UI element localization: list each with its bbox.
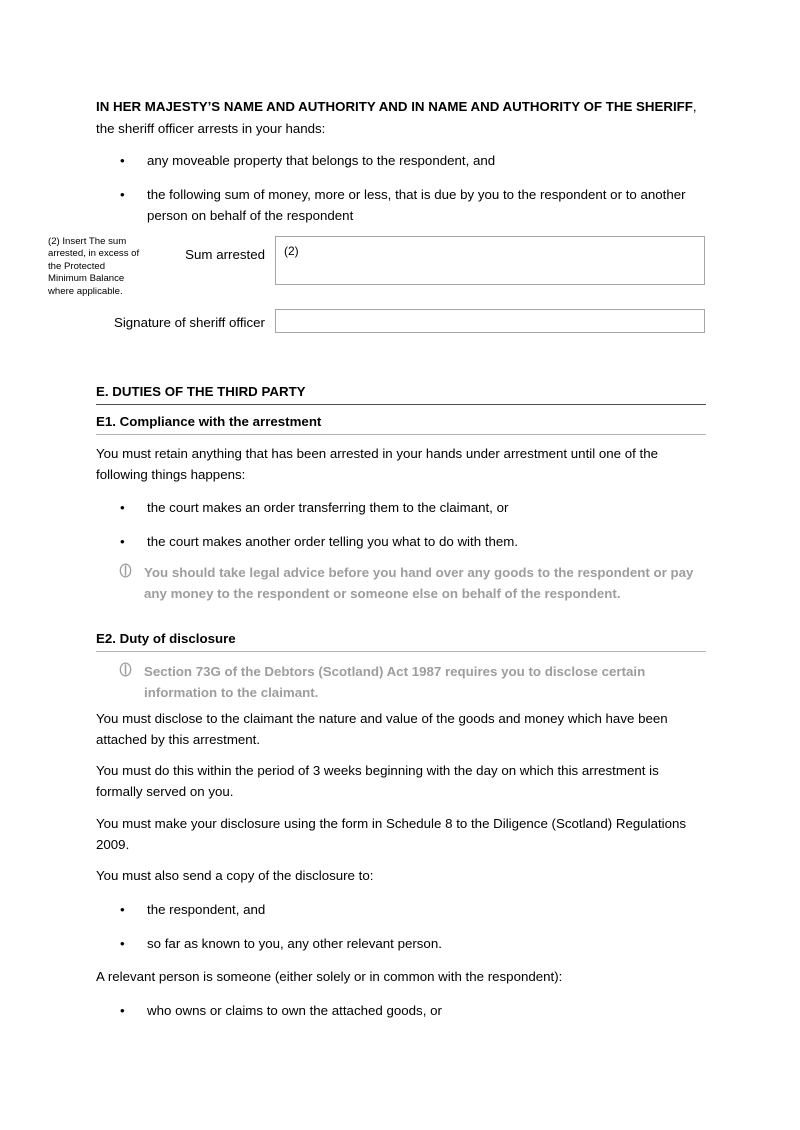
intro-heading-rest: , the sheriff officer arrests in your hands: — [96, 99, 697, 136]
section-e2-send-copy-bullet-1 — [96, 899, 706, 920]
relevant-person-intro: A relevant person is someone (either solely or in common with the respondent): — [96, 969, 563, 984]
bullet-icon: • — [120, 153, 125, 168]
section-e2-advisory-note-text: Section 73G of the Debtors (Scotland) Act 1987 requires you to disclose certain information to the claimant. — [144, 664, 646, 700]
bullet-icon: • — [120, 902, 125, 917]
relevant-person-intro-block — [96, 966, 706, 987]
margin-note-2: (2) Insert The sum arrested, in excess of the Protected Minimum Balance where applicable. — [48, 236, 140, 297]
relevant-person-bullet-1 — [96, 1000, 706, 1021]
signature-field[interactable] — [275, 309, 705, 333]
list-item-label: who owns or claims to own the attached goods, or — [147, 1003, 442, 1018]
section-e-heading: E. DUTIES OF THE THIRD PARTY — [96, 384, 706, 405]
sum-arrested-value: (2) — [284, 244, 299, 258]
signature-label: Signature of sheriff officer — [113, 315, 265, 330]
section-e2-para-2-block — [96, 760, 706, 802]
section-e1-advisory-note-text: You should take legal advice before you hand over any goods to the respondent or pay any money to the respondent or someone else on behalf of the respondent. — [144, 565, 694, 601]
list-item-label: so far as known to you, any other relevant person. — [147, 936, 442, 951]
section-e2-para-3-block — [96, 813, 706, 855]
intro-heading-bold: IN HER MAJESTY’S NAME AND AUTHORITY AND IN NAME AND AUTHORITY OF THE SHERIFF — [96, 99, 693, 114]
section-e2-heading: E2. Duty of disclosure — [96, 631, 706, 652]
list-item-label: any moveable property that belongs to the respondent, and — [147, 153, 496, 168]
bullet-icon: • — [120, 1003, 125, 1018]
section-e2-para-4-block — [96, 865, 706, 886]
section-e2-para-3: You must make your disclosure using the form in Schedule 8 to the Diligence (Scotland) Regulations 2009. — [96, 816, 687, 852]
list-item-label: the court makes an order transferring them to the claimant, or — [147, 500, 509, 515]
list-item-label: the following sum of money, more or less, that is due by you to the respondent or to another person on behalf of the respondent — [147, 187, 686, 223]
section-e2-para-2: You must do this within the period of 3 weeks beginning with the day on which this arrestment is formally served on you. — [96, 763, 659, 799]
bullet-icon: • — [120, 500, 125, 515]
list-item — [96, 531, 706, 552]
section-e1-heading: E1. Compliance with the arrestment — [96, 414, 706, 435]
info-circle-icon — [118, 662, 133, 677]
bullet-icon: • — [120, 187, 125, 202]
bullet-icon: • — [120, 936, 125, 951]
section-e1-advisory-note — [96, 562, 706, 604]
list-item — [96, 184, 706, 226]
list-item-label: the respondent, and — [147, 902, 266, 917]
section-e2-send-copy-bullet-2 — [96, 933, 706, 954]
section-e2-para-1: You must disclose to the claimant the nature and value of the goods and money which have been attached by this arrestment. — [96, 711, 668, 747]
section-e2-advisory-note — [96, 661, 706, 703]
sum-arrested-label: Sum arrested — [185, 247, 265, 262]
intro-bullet-list-2 — [96, 184, 706, 226]
bullet-icon: • — [120, 534, 125, 549]
section-e1-bullet-1 — [96, 497, 706, 518]
list-item — [96, 933, 706, 954]
section-e2-para-4: You must also send a copy of the disclosure to: — [96, 868, 374, 883]
section-e2-para-1-block — [96, 708, 706, 750]
list-item-label: the court makes another order telling you what to do with them. — [147, 534, 519, 549]
intro-heading-block — [96, 96, 706, 139]
intro-heading — [96, 96, 706, 139]
section-e1-bullet-2 — [96, 531, 706, 552]
list-item — [96, 899, 706, 920]
list-item — [96, 1000, 706, 1021]
list-item — [96, 150, 706, 171]
info-circle-icon — [118, 563, 133, 578]
sum-arrested-field[interactable] — [275, 236, 705, 285]
section-e1-intro-block — [96, 443, 706, 485]
section-e1-intro: You must retain anything that has been arrested in your hands under arrestment until one of the following things happens: — [96, 446, 659, 482]
intro-bullet-list — [96, 150, 706, 171]
list-item — [96, 497, 706, 518]
